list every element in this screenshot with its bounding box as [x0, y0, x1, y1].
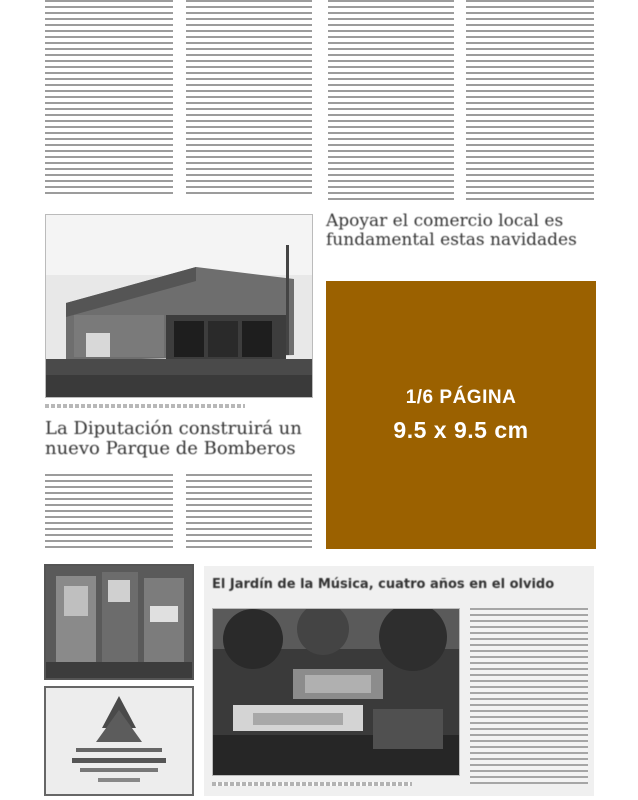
christmas-tree-poster — [44, 686, 194, 796]
christmas-tree-illustration — [46, 688, 192, 794]
headline-comercio-local: Apoyar el comercio local es fundamental estas navidades — [326, 211, 577, 251]
garden-illustration — [213, 609, 460, 776]
article-text-column-4 — [466, 0, 594, 200]
jardin-photo-caption — [212, 782, 412, 786]
article-text-column-5 — [45, 474, 173, 552]
article-text-column-jardin — [470, 608, 588, 784]
fire-station-photo — [45, 214, 313, 398]
article-text-column-6 — [186, 474, 312, 552]
ad-label: 1/6 PÁGINA — [405, 386, 517, 408]
jardin-musica-photo — [212, 608, 460, 776]
article-text-column-3 — [328, 0, 454, 200]
headline-parque-bomberos: La Diputación construirá un nuevo Parque de Bomberos — [45, 418, 302, 460]
ad-size: 9.5 x 9.5 cm — [393, 416, 529, 443]
fire-station-illustration — [46, 215, 313, 398]
article-text-column-1 — [45, 0, 173, 196]
ad-placeholder — [326, 281, 596, 549]
headline-jardin-musica: El Jardín de la Música, cuatro años en el olvido — [212, 577, 555, 592]
article-text-column-2 — [186, 0, 312, 196]
fire-station-photo-caption — [45, 404, 245, 408]
market-stall-illustration — [46, 566, 192, 678]
market-stall-photo — [44, 564, 194, 680]
